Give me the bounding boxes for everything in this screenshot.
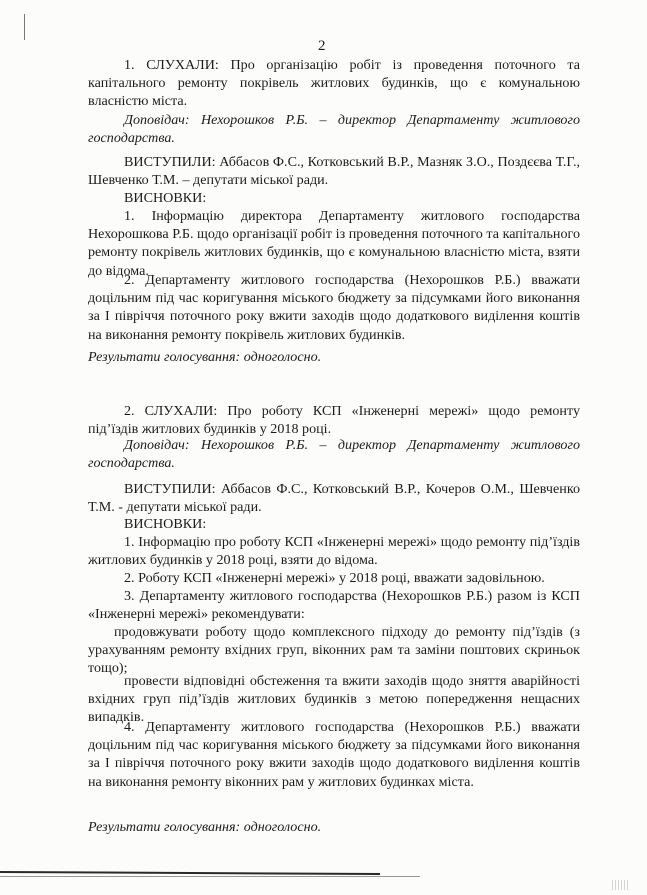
item1-conclusion-1: 1. Інформацію директора Департаменту житлового господарства Нехорошкова Р.Б. щодо організації робіт із проведення поточного та капітального ремонту покрівель житлових будинків, що є комунальною власністю міста, взяти до відома. xyxy=(88,208,580,279)
item2-heard: 2. СЛУХАЛИ: Про роботу КСП «Інженерні мережі» щодо ремонту під’їздів житлових будинків у 2018 році. xyxy=(88,403,580,438)
bottom-scan-line xyxy=(0,871,380,875)
item1-spoke: ВИСТУПИЛИ: Аббасов Ф.С., Котковський В.Р., Мазняк З.О., Поздєєва Т.Г., Шевченко Т.М. – депутати міської ради. xyxy=(88,154,580,189)
item2-conclusion-3: 3. Департаменту житлового господарства (Нехорошков Р.Б.) разом із КСП «Інженерні мережі» рекомендувати: xyxy=(88,588,580,623)
item2-speaker: Доповідач: Нехорошков Р.Б. – директор Департаменту житлового господарства. xyxy=(88,437,580,472)
item1-vote: Результати голосування: одноголосно. xyxy=(88,349,322,365)
item2-conclusion-3a: продовжувати роботу щодо комплексного підходу до ремонту під’їздів (з урахуванням ремонту вхідних груп, віконних рам та заміни поштових скриньок тощо); xyxy=(88,624,580,677)
item1-conclusion-2: 2. Департаменту житлового господарства (Нехорошков Р.Б.) вважати доцільним під час коригування міського бюджету за підсумками його виконання за І півріччя поточного року вжити заходів щодо додаткового виділення коштів на виконання ремонту покрівель житлових будинків. xyxy=(88,272,580,343)
margin-mark xyxy=(24,14,25,40)
item1-conclusions-label: ВИСНОВКИ: xyxy=(124,190,207,206)
item2-conclusion-1: 1. Інформацію про роботу КСП «Інженерні мережі» щодо ремонту під’їздів житлових будинків у 2018 році, взяти до відома. xyxy=(88,534,580,569)
item2-conclusions-label: ВИСНОВКИ: xyxy=(124,516,207,532)
item2-conclusion-4: 4. Департаменту житлового господарства (Нехорошков Р.Б.) вважати доцільним під час коригування міського бюджету за підсумками його виконання за І півріччя поточного року вжити заходів щодо додаткового виділення коштів на виконання ремонту віконних рам у житлових будинках міста. xyxy=(88,719,580,790)
page-number: 2 xyxy=(318,38,326,54)
bottom-scan-line-faint xyxy=(0,876,420,877)
item1-heard: 1. СЛУХАЛИ: Про організацію робіт із проведення поточного та капітального ремонту покрівель житлових будинків, що є комунальною власністю міста. xyxy=(88,57,580,110)
item2-conclusion-2: 2. Роботу КСП «Інженерні мережі» у 2018 році, вважати задовільною. xyxy=(124,570,545,586)
item2-conclusion-3b: провести відповідні обстеження та вжити заходів щодо зняття аварійності вхідних груп під’їздів житлових будинків з метою попередження нещасних випадків. xyxy=(88,673,580,726)
item1-speaker: Доповідач: Нехорошков Р.Б. – директор Департаменту житлового господарства. xyxy=(88,112,580,147)
item2-vote: Результати голосування: одноголосно. xyxy=(88,819,322,835)
item2-spoke: ВИСТУПИЛИ: Аббасов Ф.С., Котковський В.Р., Кочеров О.М., Шевченко Т.М. - депутати міської ради. xyxy=(88,481,580,516)
scan-artifact xyxy=(612,880,628,890)
